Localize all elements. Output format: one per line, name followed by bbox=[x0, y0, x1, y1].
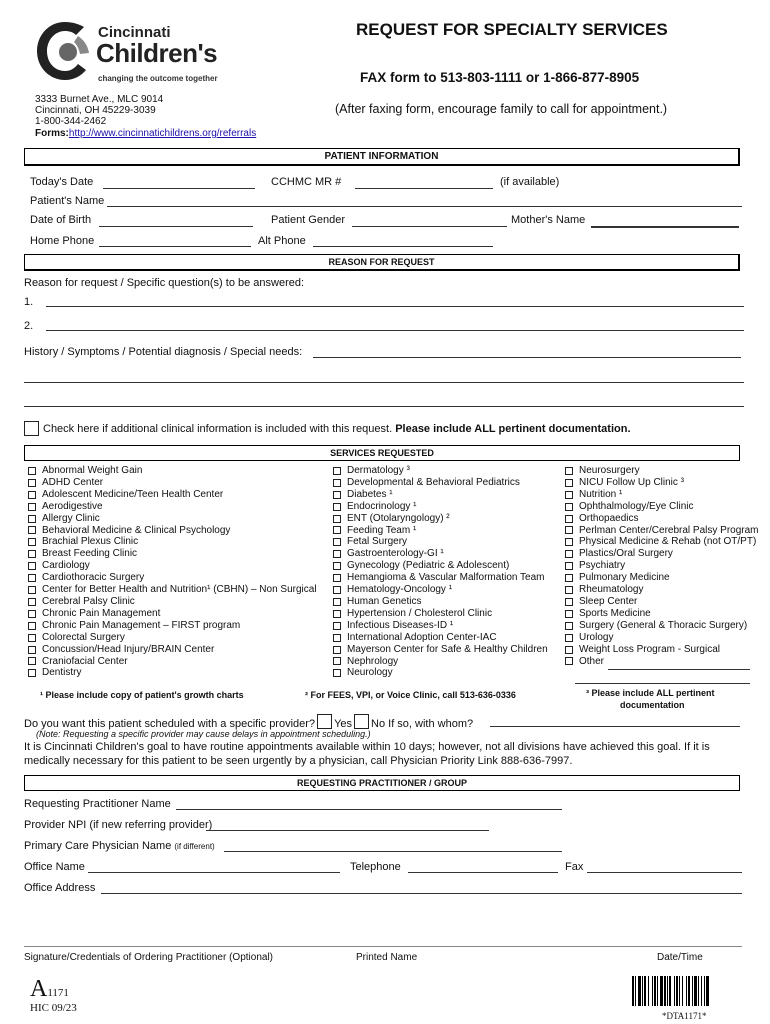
service-label: Pulmonary Medicine bbox=[579, 572, 670, 584]
service-item[interactable] bbox=[565, 584, 759, 596]
service-label: ADHD Center bbox=[42, 476, 104, 488]
no-checkbox[interactable] bbox=[354, 714, 369, 729]
dob-label: Date of Birth bbox=[30, 214, 92, 226]
service-checkbox[interactable] bbox=[333, 657, 341, 665]
logo bbox=[34, 18, 234, 84]
service-note-3b: documentation bbox=[620, 700, 685, 710]
address-line-2: Cincinnati, OH 45229-3039 bbox=[35, 105, 156, 116]
service-checkbox[interactable] bbox=[565, 515, 573, 523]
service-item[interactable] bbox=[28, 525, 317, 537]
yes-checkbox[interactable] bbox=[317, 714, 332, 729]
service-item[interactable] bbox=[565, 501, 759, 513]
service-label: Surgery (General & Thoracic Surgery) bbox=[579, 619, 748, 631]
service-label: Abnormal Weight Gain bbox=[42, 465, 143, 476]
service-checkbox[interactable] bbox=[565, 538, 573, 546]
service-checkbox[interactable] bbox=[28, 491, 36, 499]
service-label: Chronic Pain Management bbox=[42, 607, 161, 619]
service-checkbox[interactable] bbox=[333, 515, 341, 523]
forms-link-row bbox=[35, 128, 256, 139]
service-item[interactable] bbox=[565, 560, 759, 572]
service-label: Adolescent Medicine/Teen Health Center bbox=[42, 488, 224, 500]
service-label: Sleep Center bbox=[579, 595, 638, 607]
patient-name-field[interactable] bbox=[107, 206, 742, 207]
service-checkbox[interactable] bbox=[565, 646, 573, 654]
printed-name-label: Printed Name bbox=[356, 952, 418, 963]
service-label: ENT (Otolaryngology) ² bbox=[347, 512, 450, 524]
service-checkbox[interactable] bbox=[28, 538, 36, 546]
service-label: Feeding Team ¹ bbox=[347, 524, 417, 536]
telephone-field[interactable] bbox=[408, 872, 558, 873]
service-label: Urology bbox=[579, 631, 614, 643]
service-item[interactable] bbox=[28, 489, 317, 501]
service-label: Dentistry bbox=[42, 667, 82, 679]
service-item[interactable] bbox=[333, 644, 548, 656]
no-label: No If so, with whom? bbox=[371, 718, 474, 730]
service-label: Hemangioma & Vascular Malformation Team bbox=[347, 572, 545, 584]
reason-1-field[interactable] bbox=[46, 306, 744, 307]
gender-label: Patient Gender bbox=[271, 214, 345, 226]
service-label: Neurosurgery bbox=[579, 465, 640, 476]
service-label: Center for Better Health and Nutrition¹ (CBHN) – Non Surgical bbox=[42, 584, 317, 596]
reason-1-number: 1. bbox=[24, 296, 34, 308]
service-item[interactable] bbox=[565, 620, 759, 632]
service-checkbox[interactable] bbox=[565, 598, 573, 606]
service-item[interactable] bbox=[333, 620, 548, 632]
section-patient-information: PATIENT INFORMATION bbox=[24, 148, 740, 166]
npi-label: Provider NPI (if new referring provider) bbox=[24, 819, 213, 831]
service-item[interactable] bbox=[565, 572, 759, 584]
service-label: Developmental & Behavioral Pediatrics bbox=[347, 476, 520, 488]
service-item[interactable] bbox=[565, 536, 759, 548]
fax-field[interactable] bbox=[587, 872, 742, 873]
pcp-note: (if different) bbox=[174, 842, 215, 851]
service-item[interactable] bbox=[28, 477, 317, 489]
service-checkbox[interactable] bbox=[333, 574, 341, 582]
service-item[interactable] bbox=[565, 477, 759, 489]
service-label: Brachial Plexus Clinic bbox=[42, 536, 139, 548]
service-item[interactable] bbox=[333, 608, 548, 620]
logo-mark-icon bbox=[34, 18, 96, 84]
service-item[interactable] bbox=[565, 632, 759, 644]
service-label: Cerebral Palsy Clinic bbox=[42, 595, 135, 607]
service-item[interactable] bbox=[565, 525, 759, 537]
service-checkbox[interactable] bbox=[28, 622, 36, 630]
service-checkbox[interactable] bbox=[28, 586, 36, 594]
home-phone-label: Home Phone bbox=[30, 235, 95, 247]
logo-name: Cincinnati bbox=[98, 24, 171, 41]
service-label: Perlman Center/Cerebral Palsy Program bbox=[579, 524, 759, 536]
service-item[interactable] bbox=[333, 560, 548, 572]
other-field[interactable] bbox=[608, 669, 750, 670]
service-label: Chronic Pain Management – FIRST program bbox=[42, 619, 241, 631]
service-label: Weight Loss Program - Surgical bbox=[579, 643, 720, 655]
service-item[interactable] bbox=[28, 536, 317, 548]
services-column-2 bbox=[333, 465, 548, 679]
service-label: Behavioral Medicine & Clinical Psychology bbox=[42, 524, 231, 536]
specific-provider-row bbox=[24, 714, 473, 730]
service-label: Craniofacial Center bbox=[42, 655, 128, 667]
service-checkbox[interactable] bbox=[28, 646, 36, 654]
service-checkbox[interactable] bbox=[28, 467, 36, 475]
service-item[interactable] bbox=[28, 501, 317, 513]
service-checkbox[interactable] bbox=[333, 622, 341, 630]
office-address-label: Office Address bbox=[24, 882, 96, 894]
service-label: Ophthalmology/Eye Clinic bbox=[579, 500, 694, 512]
alt-phone-field[interactable] bbox=[313, 246, 493, 247]
signature-line[interactable] bbox=[24, 946, 742, 947]
service-item[interactable] bbox=[333, 501, 548, 513]
service-label: Nutrition ¹ bbox=[579, 488, 623, 500]
service-label: Dermatology ³ bbox=[347, 465, 410, 476]
service-item[interactable] bbox=[333, 656, 548, 668]
service-checkbox[interactable] bbox=[565, 467, 573, 475]
service-item[interactable] bbox=[333, 536, 548, 548]
service-item[interactable] bbox=[333, 572, 548, 584]
goal-line-2: medically necessary for this patient to be seen urgently by a physician, call Physician Priority Link 888-636-7997. bbox=[24, 755, 573, 767]
service-checkbox[interactable] bbox=[333, 503, 341, 511]
service-label: Sports Medicine bbox=[579, 607, 651, 619]
service-checkbox[interactable] bbox=[333, 586, 341, 594]
service-checkbox[interactable] bbox=[565, 491, 573, 499]
service-item[interactable] bbox=[333, 489, 548, 501]
history-field[interactable] bbox=[313, 357, 741, 358]
mr-field[interactable] bbox=[355, 188, 493, 189]
service-label: Orthopaedics bbox=[579, 512, 639, 524]
service-checkbox[interactable] bbox=[333, 467, 341, 475]
form-code bbox=[30, 976, 69, 1003]
service-item[interactable] bbox=[333, 584, 548, 596]
reason-2-number: 2. bbox=[24, 320, 34, 332]
additional-info-bold: Please include ALL pertinent documentation. bbox=[395, 422, 631, 435]
forms-link[interactable]: http://www.cincinnatichildrens.org/referrals bbox=[68, 128, 257, 139]
additional-info-text: Check here if additional clinical information is included with this request. bbox=[43, 422, 393, 435]
reason-2-field[interactable] bbox=[46, 330, 744, 331]
service-label: Rheumatology bbox=[579, 584, 644, 596]
service-label: Breast Feeding Clinic bbox=[42, 548, 138, 560]
service-label: Hematology-Oncology ¹ bbox=[347, 584, 453, 596]
service-label: Other bbox=[579, 655, 605, 667]
service-label: International Adoption Center-IAC bbox=[347, 631, 497, 643]
service-checkbox[interactable] bbox=[28, 598, 36, 606]
service-item[interactable] bbox=[28, 548, 317, 560]
service-checkbox[interactable] bbox=[565, 503, 573, 511]
service-label: Psychiatry bbox=[579, 560, 626, 572]
service-item[interactable] bbox=[28, 644, 317, 656]
service-label: Endocrinology ¹ bbox=[347, 500, 417, 512]
address-line-1: 3333 Burnet Ave., MLC 9014 bbox=[35, 94, 164, 105]
service-checkbox[interactable] bbox=[565, 526, 573, 534]
services-column-3 bbox=[565, 465, 759, 667]
signature-label: Signature/Credentials of Ordering Practitioner (Optional) bbox=[24, 952, 274, 963]
form-code-letter: A bbox=[30, 976, 48, 1002]
service-checkbox[interactable] bbox=[28, 526, 36, 534]
reason-prompt: Reason for request / Specific question(s) to be answered: bbox=[24, 277, 305, 289]
service-item[interactable] bbox=[28, 596, 317, 608]
service-checkbox[interactable] bbox=[565, 562, 573, 570]
service-checkbox[interactable] bbox=[28, 657, 36, 665]
service-item[interactable] bbox=[565, 489, 759, 501]
service-label: Fetal Surgery bbox=[347, 536, 408, 548]
npi-field[interactable] bbox=[206, 830, 489, 831]
service-label: Neurology bbox=[347, 667, 393, 679]
service-checkbox[interactable] bbox=[28, 574, 36, 582]
services-column-1 bbox=[28, 465, 317, 679]
additional-info-checkbox[interactable] bbox=[24, 421, 39, 436]
service-note-1: ¹ Please include copy of patient's growth charts bbox=[40, 690, 244, 700]
service-label: Gynecology (Pediatric & Adolescent) bbox=[347, 560, 510, 572]
service-checkbox[interactable] bbox=[565, 574, 573, 582]
forms-label: Forms: bbox=[35, 128, 69, 139]
fax-instruction: (After faxing form, encourage family to call for appointment.) bbox=[335, 102, 668, 116]
service-checkbox[interactable] bbox=[28, 634, 36, 642]
form-code-number: 1171 bbox=[47, 987, 69, 999]
service-checkbox[interactable] bbox=[333, 491, 341, 499]
service-label: Hypertension / Cholesterol Clinic bbox=[347, 607, 493, 619]
goal-line-1: It is Cincinnati Children's goal to have routine appointments available within 10 days; however, not all divisions have achieved this goal. If it is bbox=[24, 741, 710, 753]
service-label: Diabetes ¹ bbox=[347, 488, 393, 500]
service-item[interactable] bbox=[565, 608, 759, 620]
address-line-3: 1-800-344-2462 bbox=[35, 116, 107, 127]
service-item[interactable] bbox=[565, 596, 759, 608]
mother-name-label: Mother's Name bbox=[511, 214, 586, 226]
office-address-field[interactable] bbox=[101, 893, 742, 894]
service-label: Human Genetics bbox=[347, 595, 422, 607]
todays-date-field[interactable] bbox=[103, 188, 255, 189]
service-checkbox[interactable] bbox=[28, 479, 36, 487]
history-line-3[interactable] bbox=[24, 406, 744, 407]
mr-available-note: (if available) bbox=[500, 176, 560, 188]
service-checkbox[interactable] bbox=[565, 657, 573, 665]
service-item[interactable] bbox=[28, 465, 317, 477]
fax-label: Fax bbox=[565, 861, 584, 873]
pcp-row bbox=[24, 840, 215, 852]
service-item[interactable] bbox=[28, 584, 317, 596]
logo-name-2: Children's bbox=[96, 38, 218, 68]
section-requesting-practitioner: REQUESTING PRACTITIONER / GROUP bbox=[24, 775, 740, 791]
history-label: History / Symptoms / Potential diagnosis / Special needs: bbox=[24, 346, 303, 358]
requesting-name-field[interactable] bbox=[176, 809, 562, 810]
home-phone-field[interactable] bbox=[99, 246, 251, 247]
service-label: Aerodigestive bbox=[42, 500, 103, 512]
gender-field[interactable] bbox=[352, 226, 507, 227]
other-line-2[interactable] bbox=[575, 683, 750, 684]
form-title: REQUEST FOR SPECIALTY SERVICES bbox=[356, 20, 668, 39]
service-checkbox[interactable] bbox=[333, 550, 341, 558]
service-checkbox[interactable] bbox=[333, 538, 341, 546]
service-label: Infectious Diseases-ID ¹ bbox=[347, 619, 454, 631]
service-item[interactable] bbox=[333, 465, 548, 477]
service-checkbox[interactable] bbox=[565, 586, 573, 594]
service-item[interactable] bbox=[565, 548, 759, 560]
office-name-label: Office Name bbox=[24, 861, 85, 873]
service-checkbox[interactable] bbox=[333, 562, 341, 570]
service-item[interactable] bbox=[565, 656, 759, 668]
alt-phone-label: Alt Phone bbox=[258, 235, 306, 247]
hic-date: HIC 09/23 bbox=[30, 1002, 77, 1014]
service-checkbox[interactable] bbox=[333, 646, 341, 654]
pcp-label: Primary Care Physician Name bbox=[24, 840, 172, 852]
dob-field[interactable] bbox=[99, 226, 253, 227]
service-checkbox[interactable] bbox=[28, 515, 36, 523]
fax-number: FAX form to 513-803-1111 or 1-866-877-8905 bbox=[360, 70, 640, 85]
service-checkbox[interactable] bbox=[565, 634, 573, 642]
service-item[interactable] bbox=[565, 465, 759, 477]
service-checkbox[interactable] bbox=[333, 669, 341, 677]
service-label: Gastroenterology-GI ¹ bbox=[347, 548, 444, 560]
service-checkbox[interactable] bbox=[333, 598, 341, 606]
service-item[interactable] bbox=[28, 572, 317, 584]
service-note-3a: ³ Please include ALL pertinent bbox=[586, 688, 715, 698]
service-item[interactable] bbox=[333, 596, 548, 608]
service-checkbox[interactable] bbox=[28, 503, 36, 511]
pcp-field[interactable] bbox=[224, 851, 562, 852]
service-checkbox[interactable] bbox=[565, 550, 573, 558]
additional-info-row bbox=[24, 421, 631, 436]
service-checkbox[interactable] bbox=[333, 634, 341, 642]
service-checkbox[interactable] bbox=[333, 479, 341, 487]
service-checkbox[interactable] bbox=[28, 562, 36, 570]
service-label: Cardiology bbox=[42, 560, 90, 572]
mother-name-field[interactable] bbox=[591, 226, 739, 228]
service-item[interactable] bbox=[565, 513, 759, 525]
service-item[interactable] bbox=[333, 477, 548, 489]
service-checkbox[interactable] bbox=[333, 610, 341, 618]
barcode-text: *DTA1171* bbox=[662, 1011, 707, 1021]
service-label: Allergy Clinic bbox=[42, 512, 100, 524]
service-item[interactable] bbox=[28, 667, 317, 679]
patient-name-label: Patient's Name bbox=[30, 195, 105, 207]
service-label: Nephrology bbox=[347, 655, 399, 667]
service-item[interactable] bbox=[28, 560, 317, 572]
service-item[interactable] bbox=[333, 632, 548, 644]
service-note-2: ² For FEES, VPI, or Voice Clinic, call 513-636-0336 bbox=[305, 690, 516, 700]
service-label: Physical Medicine & Rehab (not OT/PT) bbox=[579, 536, 757, 548]
service-checkbox[interactable] bbox=[28, 669, 36, 677]
service-item[interactable] bbox=[28, 513, 317, 525]
service-checkbox[interactable] bbox=[565, 622, 573, 630]
service-item[interactable] bbox=[28, 608, 317, 620]
telephone-label: Telephone bbox=[350, 861, 401, 873]
provider-name-field[interactable] bbox=[490, 726, 740, 727]
history-line-2[interactable] bbox=[24, 382, 744, 383]
date-time-label: Date/Time bbox=[657, 952, 703, 963]
service-label: Concussion/Head Injury/BRAIN Center bbox=[42, 643, 215, 655]
service-item[interactable] bbox=[333, 667, 548, 679]
requesting-name-label: Requesting Practitioner Name bbox=[24, 798, 171, 810]
service-item[interactable] bbox=[333, 548, 548, 560]
todays-date-label: Today's Date bbox=[30, 176, 94, 188]
service-item[interactable] bbox=[28, 632, 317, 644]
service-checkbox[interactable] bbox=[565, 479, 573, 487]
barcode-icon bbox=[630, 976, 750, 1010]
provider-note-text: (Note: Requesting a specific provider may cause delays in appointment scheduling.) bbox=[36, 729, 371, 739]
specific-provider-question: Do you want this patient scheduled with a specific provider? bbox=[24, 718, 316, 730]
yes-label: Yes bbox=[334, 718, 353, 730]
service-item[interactable] bbox=[333, 513, 548, 525]
section-reason-for-request: REASON FOR REQUEST bbox=[24, 254, 740, 271]
service-item[interactable] bbox=[565, 644, 759, 656]
mr-label: CCHMC MR # bbox=[271, 176, 342, 188]
service-item[interactable] bbox=[28, 656, 317, 668]
service-label: Cardiothoracic Surgery bbox=[42, 572, 145, 584]
service-item[interactable] bbox=[333, 525, 548, 537]
provider-note bbox=[36, 729, 371, 739]
service-checkbox[interactable] bbox=[333, 526, 341, 534]
service-label: Mayerson Center for Safe & Healthy Children bbox=[347, 643, 548, 655]
service-label: NICU Follow Up Clinic ³ bbox=[579, 476, 685, 488]
service-label: Plastics/Oral Surgery bbox=[579, 548, 673, 560]
logo-tagline: changing the outcome together bbox=[98, 74, 218, 83]
service-checkbox[interactable] bbox=[28, 610, 36, 618]
service-label: Colorectal Surgery bbox=[42, 631, 125, 643]
service-checkbox[interactable] bbox=[565, 610, 573, 618]
office-name-field[interactable] bbox=[88, 872, 340, 873]
section-services-requested: SERVICES REQUESTED bbox=[24, 445, 740, 461]
service-checkbox[interactable] bbox=[28, 550, 36, 558]
service-item[interactable] bbox=[28, 620, 317, 632]
